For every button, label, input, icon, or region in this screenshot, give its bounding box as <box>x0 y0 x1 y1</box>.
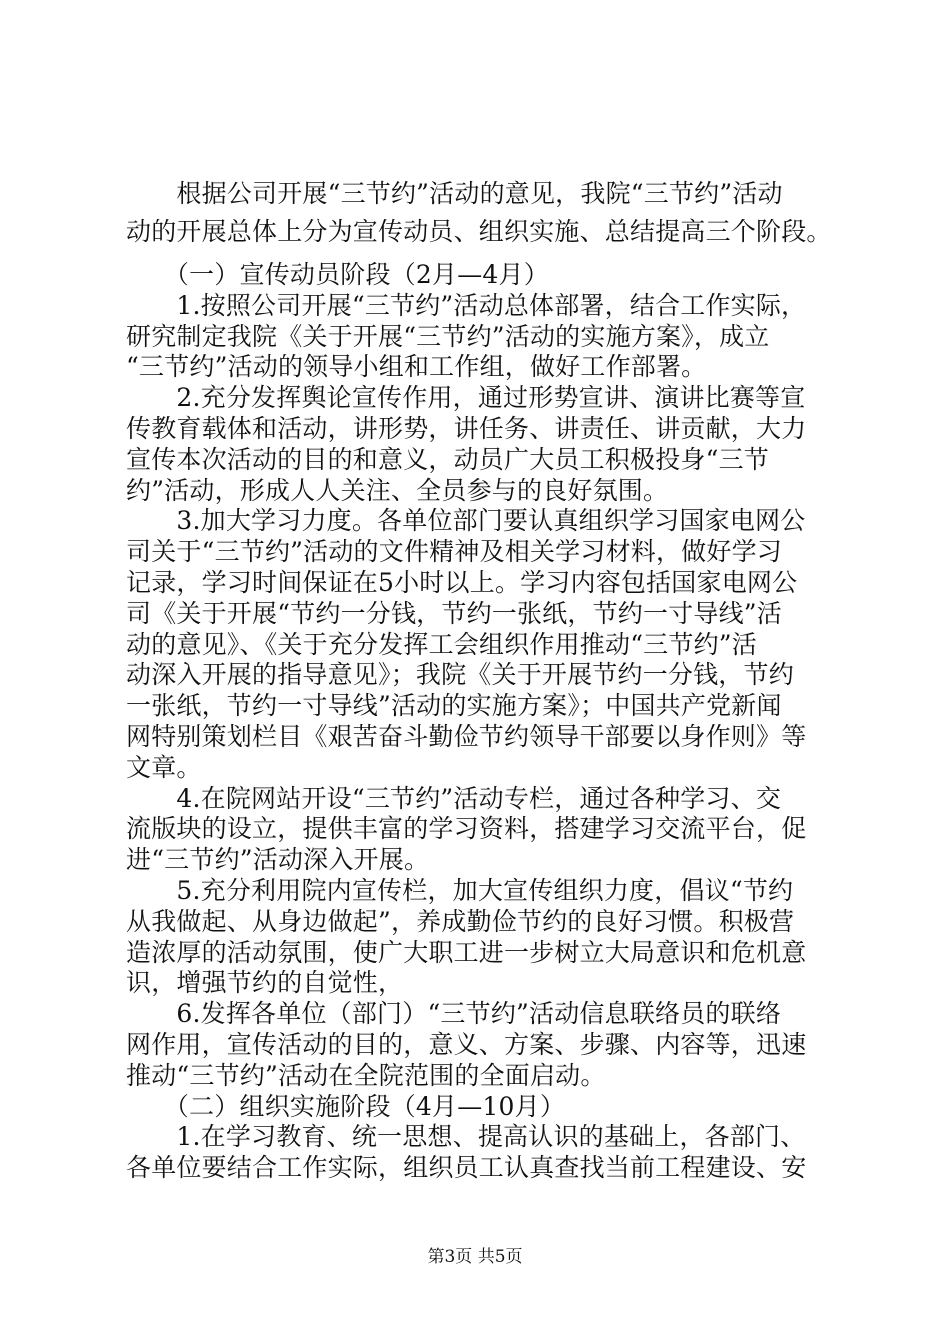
body-line: 5.充分利用院内宣传栏，加大宣传组织力度，倡议“节约 <box>126 876 794 905</box>
body-line: “三节约”活动的领导小组和工作组，做好工作部署。 <box>126 352 707 381</box>
body-line: 4.在院网站开设“三节约”活动专栏，通过各种学习、交 <box>126 784 782 813</box>
body-line: 进“三节约”活动深入开展。 <box>126 845 430 874</box>
body-line: 文章。 <box>126 753 202 782</box>
body-line: 识，增强节约的自觉性， <box>126 968 404 997</box>
body-line: 从我做起、从身边做起”，养成勤俭节约的良好习惯。积极营 <box>126 907 795 936</box>
body-line: 6.发挥各单位（部门）“三节约”活动信息联络员的联络 <box>126 999 782 1028</box>
body-line: 推动“三节约”活动在全院范围的全面启动。 <box>126 1061 606 1090</box>
body-line: 动的开展总体上分为宣传动员、组织实施、总结提高三个阶段。 <box>126 217 832 246</box>
body-line: 一张纸，节约一寸导线”活动的实施方案》；中国共产党新闻 <box>126 691 782 720</box>
section-heading: （一）宣传动员阶段（2月—4月） <box>126 260 549 289</box>
body-line: 根据公司开展“三节约”活动的意见，我院“三节约”活动 <box>126 179 783 208</box>
body-line: 宣传本次活动的目的和意义，动员广大员工积极投身“三节 <box>126 445 769 474</box>
body-line: 网作用，宣传活动的目的，意义、方案、步骤、内容等，迅速 <box>126 1030 807 1059</box>
body-line: 动的意见》、《关于充分发挥工会组织作用推动“三节约”活 <box>126 630 757 659</box>
body-line: 记录，学习时间保证在5小时以上。学习内容包括国家电网公 <box>126 568 798 597</box>
body-line: 动深入开展的指导意见》；我院《关于开展节约一分钱，节约 <box>126 660 794 689</box>
body-line: 造浓厚的活动氛围，使广大职工进一步树立大局意识和危机意 <box>126 938 807 967</box>
body-line: 司关于“三节约”活动的文件精神及相关学习材料，做好学习 <box>126 537 782 566</box>
body-line: 研究制定我院《关于开展“三节约”活动的实施方案》，成立 <box>126 322 770 351</box>
body-line: 1.在学习教育、统一思想、提高认识的基础上，各部门、 <box>126 1122 806 1151</box>
body-line: 网特别策划栏目《艰苦奋斗勤俭节约领导干部要以身作则》等 <box>126 722 807 751</box>
body-line: 传教育载体和活动，讲形势，讲任务、讲责任、讲贡献，大力 <box>126 414 807 443</box>
body-line: 各单位要结合工作实际，组织员工认真查找当前工程建设、安 <box>126 1153 807 1182</box>
body-line: 约”活动，形成人人关注、全员参与的良好氛围。 <box>126 476 669 505</box>
section-heading: （二）组织实施阶段（4月—10月） <box>126 1092 566 1121</box>
body-line: 2.充分发挥舆论宣传作用，通过形势宣讲、演讲比赛等宣 <box>126 383 806 412</box>
page-footer: 第3页 共5页 <box>427 1247 523 1267</box>
body-line: 3.加大学习力度。各单位部门要认真组织学习国家电网公 <box>126 506 806 535</box>
body-line: 流版块的设立，提供丰富的学习资料，搭建学习交流平台，促 <box>126 814 807 843</box>
body-line: 1.按照公司开展“三节约”活动总体部署，结合工作实际， <box>126 291 807 320</box>
body-line: 司《关于开展“节约一分钱，节约一张纸，节约一寸导线”活 <box>126 599 782 628</box>
